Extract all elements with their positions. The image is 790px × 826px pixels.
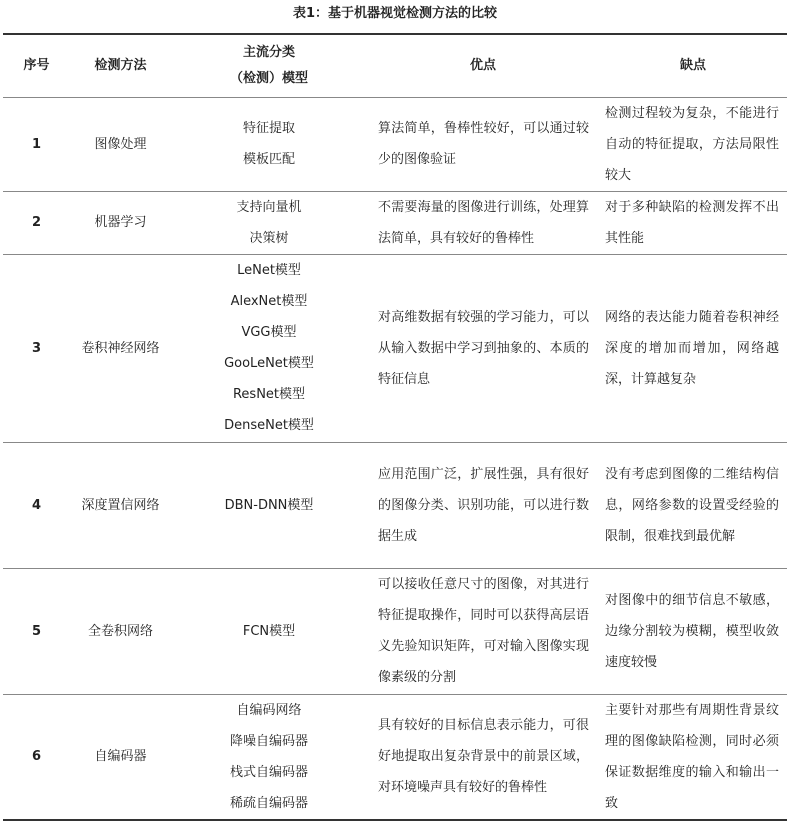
model-item: LeNet模型 — [237, 263, 301, 278]
header-model — [171, 34, 367, 97]
row-cons: 没有考虑到图像的二维结构信息，网络参数的设置受经验的限制，很难找到最优解 — [605, 466, 779, 544]
model-item: 支持向量机 — [236, 199, 302, 215]
model-item: 栈式自编码器 — [229, 764, 308, 780]
table-caption: 表1：基于机器视觉检测方法的比较 — [292, 6, 498, 21]
row-cons: 主要针对那些有周期性背景纹理的图像缺陷检测，同时必须保证数据维度的输入和输出一致 — [605, 702, 779, 811]
model-item: VGG模型 — [241, 325, 297, 340]
row-method: 全卷积网络 — [87, 623, 153, 639]
row-models — [171, 97, 367, 191]
row-index: 5 — [31, 623, 42, 639]
model-item: 决策树 — [249, 230, 289, 246]
row-pros: 具有较好的目标信息表示能力，可很好地提取出复杂背景中的前景区域，对环境噪声具有较好的鲁棒性 — [378, 718, 589, 796]
model-item: 自编码网络 — [236, 702, 302, 718]
row-index: 1 — [31, 136, 42, 152]
table-row — [3, 191, 787, 254]
header-model-line2: （检测）模型 — [229, 70, 308, 86]
row-pros: 对高维数据有较强的学习能力，可以从输入数据中学习到抽象的、本质的特征信息 — [378, 309, 589, 387]
row-pros: 算法简单，鲁棒性较好，可以通过较少的图像验证 — [378, 121, 589, 167]
header-method: 检测方法 — [94, 57, 147, 73]
row-cons: 检测过程较为复杂，不能进行自动的特征提取，方法局限性较大 — [605, 105, 779, 183]
table-row — [3, 568, 787, 694]
header-pros: 优点 — [469, 57, 496, 73]
row-method: 机器学习 — [94, 215, 147, 230]
row-models — [171, 191, 367, 254]
table-row — [3, 694, 787, 820]
model-item: DenseNet模型 — [224, 418, 314, 433]
header-row — [3, 34, 787, 97]
table-row — [3, 254, 787, 442]
row-cons: 对于多种缺陷的检测发挥不出其性能 — [605, 199, 779, 246]
row-index: 6 — [31, 749, 42, 765]
model-item: FCN模型 — [242, 623, 296, 639]
row-method: 图像处理 — [94, 136, 147, 152]
row-method: 深度置信网络 — [81, 497, 160, 513]
model-item: 稀疏自编码器 — [229, 795, 308, 811]
model-item: ResNet模型 — [232, 387, 306, 402]
table-row — [3, 97, 787, 191]
model-item: 特征提取 — [242, 121, 295, 136]
header-index: 序号 — [23, 57, 50, 73]
header-cons: 缺点 — [679, 57, 706, 73]
row-method: 自编码器 — [94, 749, 147, 765]
model-item: 模板匹配 — [242, 152, 295, 167]
model-item: AlexNet模型 — [230, 294, 308, 309]
row-pros: 应用范围广泛，扩展性强，具有很好的图像分类、识别功能，可以进行数据生成 — [378, 466, 589, 544]
row-models — [171, 254, 367, 442]
row-index: 4 — [31, 497, 42, 513]
row-index: 3 — [31, 340, 42, 356]
model-item: DBN-DNN模型 — [224, 497, 314, 513]
row-models — [171, 442, 367, 568]
row-method: 卷积神经网络 — [81, 340, 160, 356]
model-item: 降噪自编码器 — [229, 733, 308, 749]
row-models — [171, 568, 367, 694]
row-cons: 对图像中的细节信息不敏感，边缘分割较为模糊，模型收敛速度较慢 — [605, 592, 779, 670]
row-pros: 可以接收任意尺寸的图像，对其进行特征提取操作，同时可以获得高层语义先验知识矩阵，可对输入图像实现像素级的分割 — [378, 577, 589, 685]
row-pros: 不需要海量的图像进行训练，处理算法简单，具有较好的鲁棒性 — [378, 199, 589, 246]
row-models — [171, 694, 367, 820]
row-index: 2 — [31, 215, 42, 230]
header-model-line1: 主流分类 — [242, 44, 295, 60]
model-item: GooLeNet模型 — [224, 356, 314, 371]
table-row — [3, 442, 787, 568]
row-cons: 网络的表达能力随着卷积神经深度的增加而增加，网络越深，计算越复杂 — [605, 309, 779, 387]
comparison-table — [3, 33, 787, 821]
